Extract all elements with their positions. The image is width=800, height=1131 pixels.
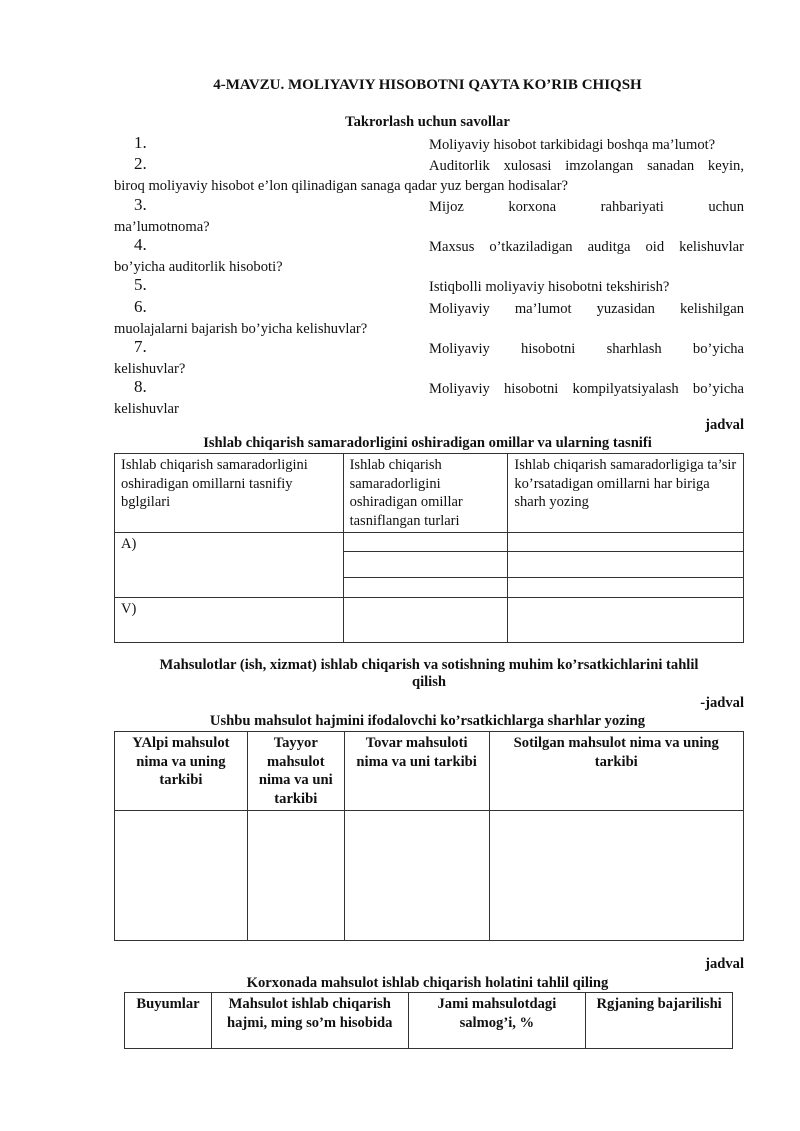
question-text: Moliyaviy hisobotni sharhlash bo’yicha [429,341,744,357]
table-header-cell: Ishlab chiqarish samaradorligini oshiradigan omillar tasniflangan turlari [343,454,508,533]
section2-heading [114,657,744,691]
table-cell [115,811,248,941]
table-product-indicators [114,731,744,941]
table2-caption: Ushbu mahsulot hajmini ifodalovchi ko’rsatkichlarga sharhlar yozing [209,713,646,729]
table-header-cell: Ishlab chiqarish samaradorligiga ta’sir ko’rsatadigan omillarni har biriga sharh yozing [508,454,744,533]
question-7 [114,339,744,379]
section-subtitle: Takrorlash uchun savollar [345,114,510,130]
question-number: 3. [134,195,147,214]
question-4 [114,237,744,277]
question-text-continued: kelishuvlar? [114,361,186,377]
table-header-row [125,993,733,1049]
question-number: 6. [134,297,147,316]
table-header-cell: Mahsulot ishlab chiqarish hajmi, ming so’m hisobida [211,993,408,1049]
question-text: Moliyaviy ma’lumot yuzasidan kelishilgan [429,301,744,317]
page-title: 4-MAVZU. MOLIYAVIY HISOBOTNI QAYTA KO’RIB CHIQSH [213,77,642,93]
table-factors [114,453,744,643]
table-header-cell: Buyumlar [125,993,212,1049]
question-text-continued: biroq moliyaviy hisobot e’lon qilinadigan sanaga qadar yuz bergan hodisalar? [114,178,569,194]
table-header-cell: YAlpi mahsulot nima va uning tarkibi [115,732,248,811]
table-cell [508,598,744,643]
table3-label: jadval [705,956,744,972]
table-header-cell: Tovar mahsuloti nima va uni tarkibi [344,732,489,811]
table-cell [343,578,508,598]
table-row [115,598,744,643]
table-header-cell: Tayyor mahsulot nima va uni tarkibi [247,732,344,811]
question-number: 2. [134,154,147,173]
question-text: Maxsus o’tkaziladigan auditga oid kelishuvlar [429,239,744,255]
question-text-continued: kelishuvlar [114,401,179,417]
question-text: Moliyaviy hisobotni kompilyatsiyalash bo’yicha [429,381,744,397]
table-cell [344,811,489,941]
question-number: 1. [134,133,147,152]
question-number: 5. [134,275,147,294]
question-text-continued: bo’yicha auditorlik hisoboti? [114,259,283,275]
section2-heading-line1: Mahsulotlar (ish, xizmat) ishlab chiqarish va sotishning muhim ko’rsatkichlarini tahlil [159,657,699,673]
table-header-cell: Jami mahsulotdagi salmog’i, % [408,993,586,1049]
question-number: 8. [134,377,147,396]
section2-heading-line2: qilish [411,674,447,690]
row-label-a: A) [115,533,344,598]
question-number: 4. [134,235,147,254]
question-text: Auditorlik xulosasi imzolangan sanadan keyin, [429,158,744,174]
table-cell [508,533,744,552]
table1-caption: Ishlab chiqarish samaradorligini oshiradigan omillar va ularning tasnifi [203,435,652,451]
row-label-v: V) [115,598,344,643]
question-2 [114,156,744,196]
table-cell [508,552,744,578]
table-header-row [115,454,744,533]
table-header-row [115,732,744,811]
table-cell [343,552,508,578]
question-text: Istiqbolli moliyaviy hisobotni tekshirish? [429,279,670,295]
table-header-cell: Sotilgan mahsulot nima va uning tarkibi [489,732,743,811]
table-production-status [124,992,733,1049]
table-row [115,811,744,941]
question-text-continued: muolajalarni bajarish bo’yicha kelishuvlar? [114,321,368,337]
table-cell [343,533,508,552]
table-cell [508,578,744,598]
question-6 [114,299,744,339]
question-1 [114,135,744,155]
question-5 [114,277,744,297]
table-row [115,533,744,552]
table-cell [489,811,743,941]
table-header-cell: Rgjaning bajarilishi [586,993,733,1049]
table3-caption: Korxonada mahsulot ishlab chiqarish holatini tahlil qiling [246,975,609,991]
question-8 [114,379,744,419]
question-number: 7. [134,337,147,356]
question-text: Moliyaviy hisobot tarkibidagi boshqa ma’lumot? [429,137,716,153]
question-text: Mijoz korxona rahbariyati uchun [429,199,744,215]
table-cell [247,811,344,941]
question-text-continued: ma’lumotnoma? [114,219,210,235]
table1-label: jadval [705,417,744,433]
question-3 [114,197,744,237]
table2-label: -jadval [700,695,744,711]
table-header-cell: Ishlab chiqarish samaradorligini oshiradigan omillarni tasnifiy bglgilari [115,454,344,533]
table-cell [343,598,508,643]
